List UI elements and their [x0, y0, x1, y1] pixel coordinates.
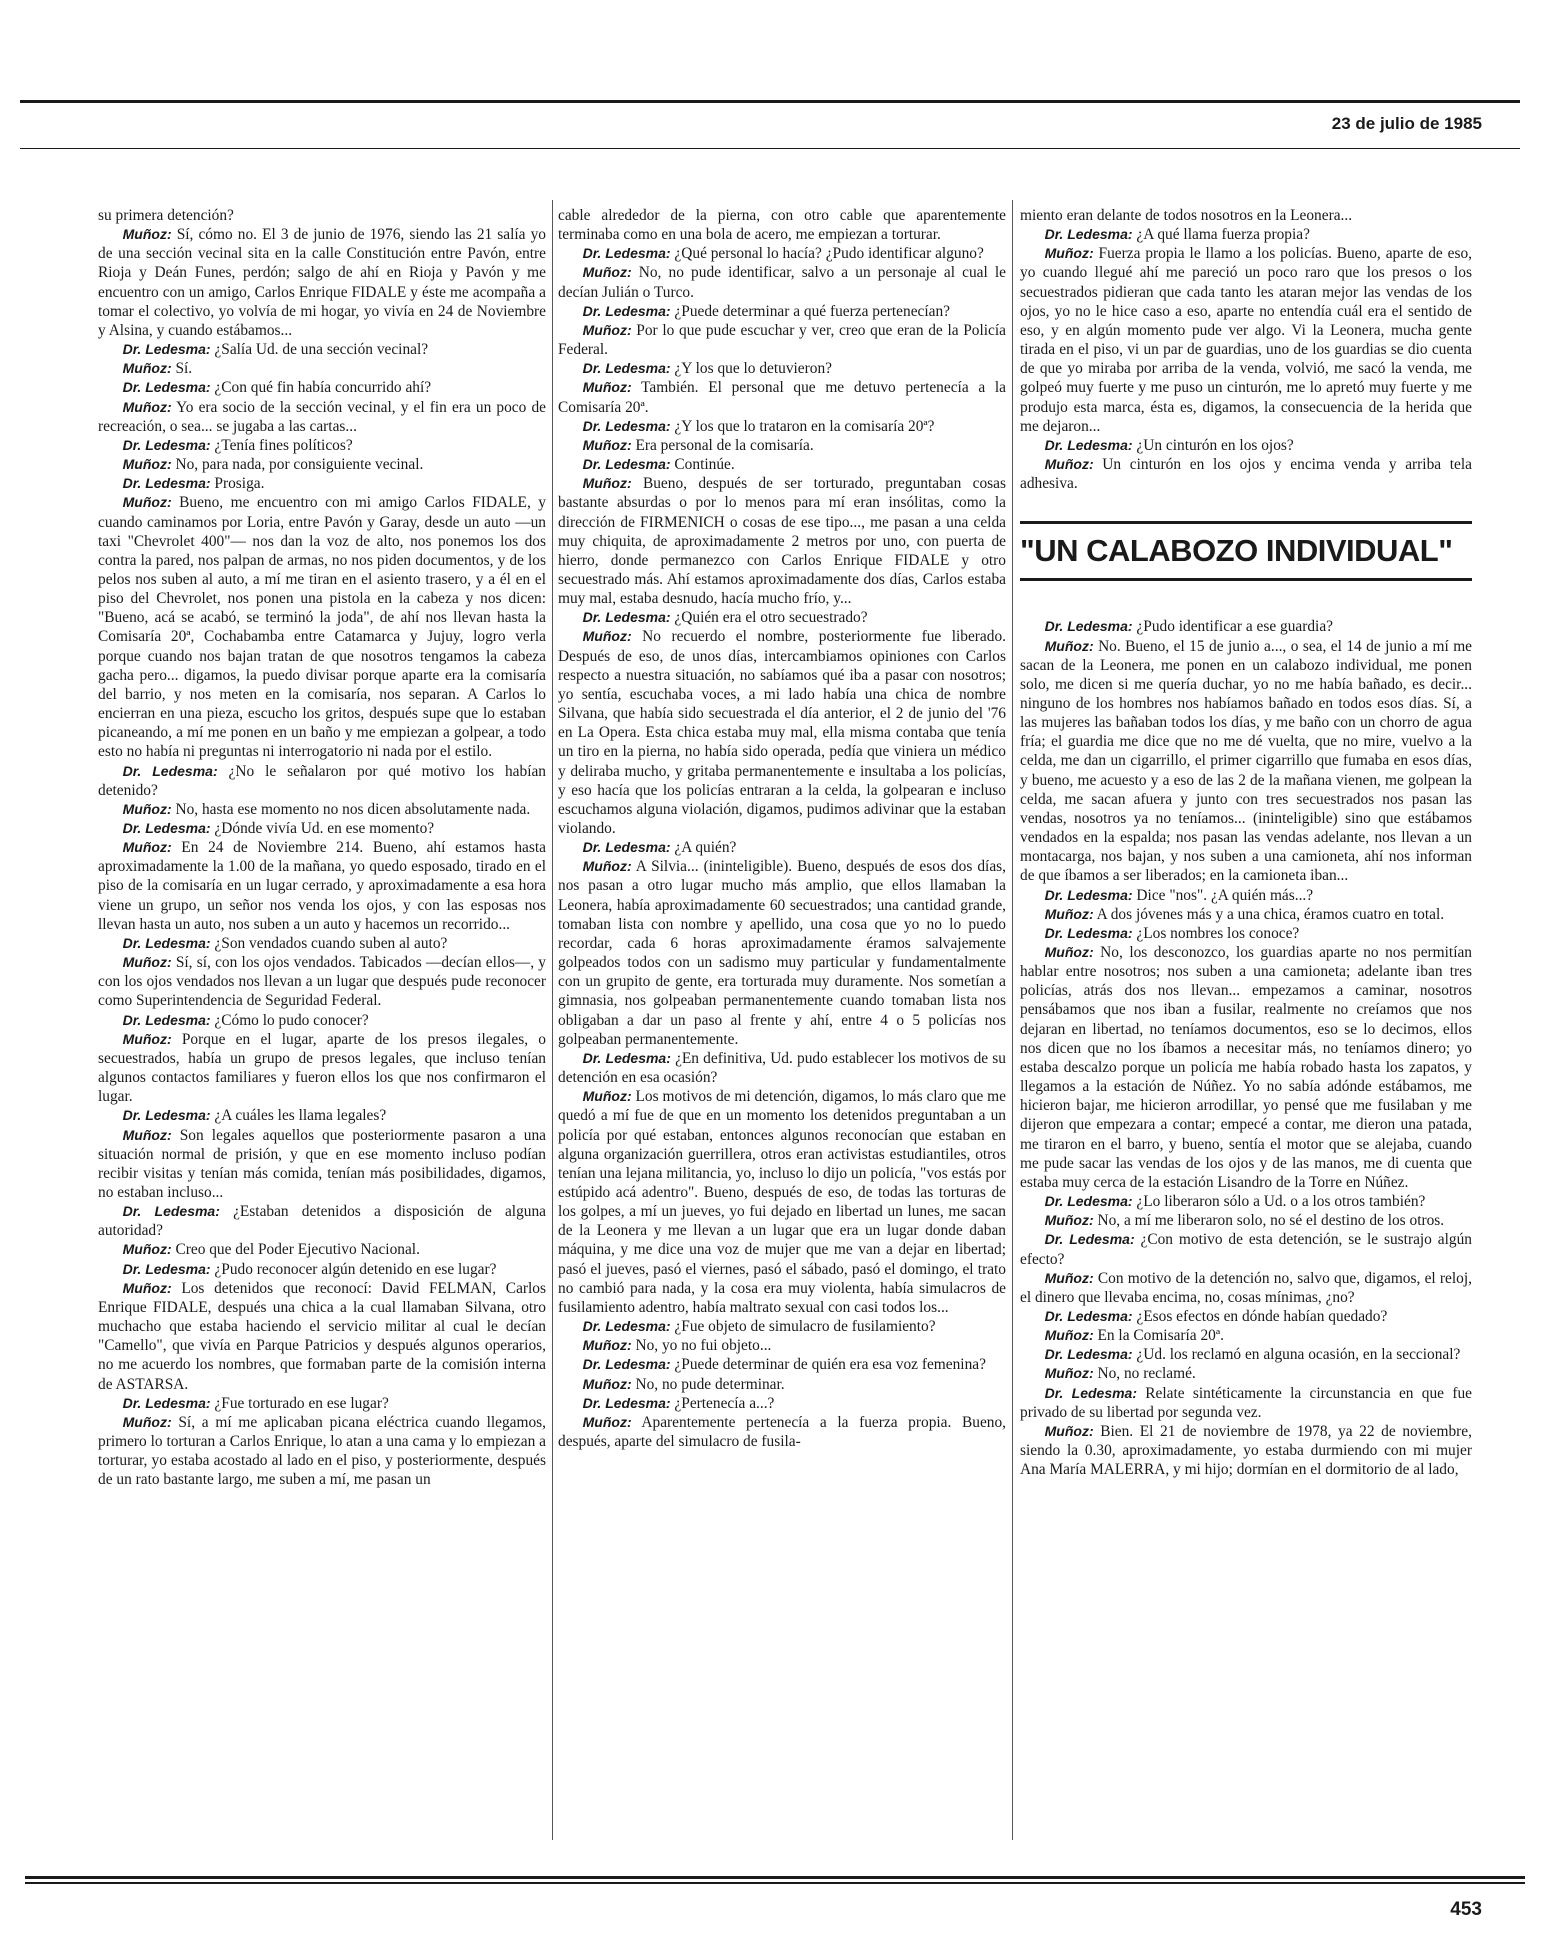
- dialogue-paragraph: [98, 474, 546, 493]
- dialogue-paragraph: [558, 1375, 1006, 1394]
- paragraph-text: También. El personal que me detuvo pertenecía a la Comisaría 20ª.: [558, 379, 1006, 416]
- section-heading-rule: [1020, 578, 1472, 581]
- speaker-label: Dr. Ledesma:: [122, 379, 211, 396]
- paragraph-text: No, los desconozco, los guardias aparte no nos permitían hablar entre nosotros; nos suben a una camioneta; adelante iban tres policías, atrás dos nos llevan... empezamos a caminar, nosotros pensábamos que nos iban a fusilar, realmente no creíamos que nos dejaran en libertad, no teníamos documentos, eso se lo decimos, ellos nos dicen que no los íbamos a necesitar más, no teníamos dinero; yo estaba descalzo porque un policía me había robado hasta los zapatos, y llegamos a la estación de Núñez. Yo no sabía adónde estábamos, me hicieron bajar, me hicieron arrodillar, yo pensé que me fusilaban y me dijeron que empezara a contar; empecé a contar, me dieron una patada, me tiraron en el barro, y bueno, sentía el motor que se alejaba, cuando me pude sacar las vendas de los ojos y de las manos, me di cuenta que estaba muy cerca de la estación Lisandro de la Torre en Núñez.: [1020, 944, 1472, 1191]
- speaker-label: Muñoz:: [1044, 1327, 1094, 1344]
- dialogue-paragraph: [1020, 886, 1472, 905]
- speaker-label: Muñoz:: [122, 1279, 172, 1296]
- dialogue-paragraph: [98, 455, 546, 474]
- paragraph-text: Por lo que pude escuchar y ver, creo que eran de la Policía Federal.: [558, 321, 1006, 359]
- speaker-label: Muñoz:: [122, 494, 172, 511]
- speaker-label: Muñoz:: [1044, 905, 1094, 922]
- paragraph-text: Prosiga.: [214, 475, 265, 493]
- speaker-label: Muñoz:: [1044, 456, 1094, 473]
- paragraph-text: Con motivo de la detención no, salvo que, digamos, el reloj, el dinero que llevaba encima, no, cosas mínimas, ¿no?: [1020, 1269, 1472, 1306]
- paragraph-text: No, no reclamé.: [1097, 1365, 1196, 1383]
- paragraph-text: ¿Y los que lo detuvieron?: [674, 360, 832, 378]
- dialogue-paragraph: [98, 819, 546, 838]
- paragraph-text: ¿Pudo identificar a ese guardia?: [1136, 618, 1333, 636]
- speaker-label: Dr. Ledesma:: [122, 341, 211, 358]
- paragraph-text: Los motivos de mi detención, digamos, lo más claro que me quedó a mí fue de que en un momento los detenidos preguntaban a un policía por qué estaban, entonces algunos reconocían que estaban en alguna organización guerrillera, otros eran activistas estudiantiles, otros tenían una lejana militancia, yo, incluso lo dijo un policía, "vos estás por estúpido acá adentro". Bueno, después de eso, de todas las torturas de los golpes, a mí un jueves, yo fui dejado en libertad un lunes, me sacan de la Leonera y me llevan a un lugar que era un lugar donde daban máquina, y me dice una voz de mujer que me van a dejar en libertad; pasó el jueves, pasó el viernes, pasó el sábado, pasó el domingo, el trato no cambió para nada, y la cosa era muy violenta, había simulacros de fusilamiento adentro, había maltrato sexual con casi todos los...: [558, 1088, 1006, 1316]
- dialogue-paragraph: [558, 417, 1006, 436]
- page-number: 453: [1450, 1899, 1482, 1920]
- dialogue-paragraph: [1020, 225, 1472, 244]
- column-2: [558, 206, 1006, 1846]
- dialogue-paragraph: [558, 1394, 1006, 1413]
- speaker-label: Muñoz:: [582, 628, 632, 645]
- dialogue-paragraph: [98, 838, 546, 934]
- paragraph-text: No, yo no fui objeto...: [635, 1337, 772, 1355]
- speaker-label: Muñoz:: [122, 456, 172, 473]
- speaker-label: Dr. Ledesma:: [122, 475, 211, 492]
- speaker-label: Dr. Ledesma:: [1044, 886, 1133, 903]
- speaker-label: Muñoz:: [582, 1375, 632, 1392]
- dialogue-paragraph: [1020, 1230, 1472, 1268]
- dialogue-paragraph: [1020, 1364, 1472, 1383]
- dialogue-paragraph: [98, 1240, 546, 1259]
- dialogue-paragraph: [98, 1011, 546, 1030]
- dialogue-paragraph: [1020, 617, 1472, 636]
- paragraph-text: ¿Quién era el otro secuestrado?: [674, 609, 868, 627]
- dialogue-paragraph: [558, 436, 1006, 455]
- paragraph-text: Era personal de la comisaría.: [635, 436, 814, 454]
- speaker-label: Dr. Ledesma:: [122, 1107, 211, 1124]
- header-rule: [20, 100, 1520, 103]
- paragraph-text: Sí, sí, con los ojos vendados. Tabicados —decían ellos—, y con los ojos vendados nos llevan a un lugar que después pude reconocer como Superintendencia de Seguridad Federal.: [98, 954, 546, 1010]
- speaker-label: Muñoz:: [122, 1241, 172, 1258]
- speaker-label: Muñoz:: [122, 398, 172, 415]
- dialogue-paragraph: [558, 474, 1006, 608]
- speaker-label: Muñoz:: [1044, 1212, 1094, 1229]
- issue-date: 23 de julio de 1985: [1331, 114, 1482, 133]
- paragraph-text: No, no pude determinar.: [635, 1375, 785, 1393]
- dialogue-paragraph: [98, 1030, 546, 1107]
- paragraph-text: Bueno, después de ser torturado, preguntaban cosas bastante absurdas o por lo menos para mí eran insólitas, como la dirección de FIRMENICH o cosas de ese tipo..., me pasan a una celda muy chiquita, de aproximadamente 2 metros por uno, con puerta de hierro, donde permanezco con Carlos Enrique FIDALE y otro secuestrado más. Ahí estamos aproximadamente dos días, Carlos estaba muy mal, estaba desnudo, hacía mucho frío, y...: [558, 475, 1006, 608]
- footer-rule: [25, 1876, 1525, 1879]
- dialogue-paragraph: [558, 627, 1006, 838]
- speaker-label: Muñoz:: [582, 379, 632, 396]
- paragraph-text: ¿Con qué fin había concurrido ahí?: [214, 379, 432, 397]
- speaker-label: Dr. Ledesma:: [122, 1011, 211, 1028]
- speaker-label: Dr. Ledesma:: [582, 1318, 671, 1335]
- paragraph-text: Son legales aquellos que posteriormente pasaron a una situación normal de prisión, y que en ese momento incluso podían recibir visitas y tenían más comida, tenían más posibilidades, digamos, no estaban incluso...: [98, 1126, 546, 1201]
- paragraph-text: En la Comisaría 20ª.: [1097, 1327, 1224, 1345]
- dialogue-paragraph: [98, 1106, 546, 1125]
- paragraph-text: ¿Estaban detenidos a disposición de alguna autoridad?: [98, 1203, 546, 1240]
- paragraph-text: ¿Pertenecía a...?: [674, 1394, 775, 1412]
- speaker-label: Dr. Ledesma:: [582, 245, 671, 262]
- paragraph-text: cable alrededor de la pierna, con otro cable que aparentemente terminaba como en una bola de acero, me empiezan a torturar.: [558, 207, 1006, 244]
- footer-rule: [25, 1882, 1525, 1884]
- paragraph-text: No recuerdo el nombre, posteriormente fue liberado. Después de eso, de unos días, intercambiamos opiniones con Carlos respecto a nuestra situación, no sabíamos qué iba a pasar con nosotros; yo sentía, escuchaba voces, a mi lado había una chica de nombre Silvana, que había sido secuestrada el día anterior, el 2 de junio del '76 en La Opera. Esta chica estaba muy mal, ella misma contaba que tenía un tiro en la pierna, no había sido operada, pedía que viniera un médico y deliraba mucho, y gritaba permanentemente e insultaba a los policías, y eso hacía que los policías entraran a la celda, la golpearan e incluso escuchamos alguna violación, digamos, pudimos adivinar que la estaban violando.: [558, 628, 1006, 837]
- speaker-label: Muñoz:: [122, 800, 172, 817]
- paragraph-text: ¿Los nombres los conoce?: [1136, 924, 1300, 942]
- paragraph-text: A dos jóvenes más y a una chica, éramos cuatro en total.: [1096, 905, 1445, 923]
- paragraph-text: ¿Salía Ud. de una sección vecinal?: [214, 341, 429, 359]
- dialogue-paragraph: [98, 1394, 546, 1413]
- paragraph-text: ¿No le señalaron por qué motivo los habían detenido?: [98, 762, 546, 799]
- paragraph-text: ¿Un cinturón en los ojos?: [1136, 436, 1294, 454]
- column-divider: [552, 200, 553, 1840]
- speaker-label: Dr. Ledesma:: [582, 1049, 671, 1066]
- speaker-label: Muñoz:: [582, 321, 632, 338]
- dialogue-paragraph: [558, 857, 1006, 1049]
- paragraph-text: ¿A cuáles les llama legales?: [214, 1107, 387, 1125]
- dialogue-paragraph: [98, 1279, 546, 1394]
- speaker-label: Muñoz:: [122, 1413, 172, 1430]
- speaker-label: Dr. Ledesma:: [1044, 1346, 1133, 1363]
- dialogue-paragraph: [1020, 455, 1472, 493]
- paragraph-text: ¿Y los que lo trataron en la comisaría 20ª?: [674, 417, 935, 435]
- dialogue-paragraph: [558, 1413, 1006, 1451]
- dialogue-paragraph: [1020, 637, 1472, 886]
- dialogue-paragraph: [98, 340, 546, 359]
- speaker-label: Muñoz:: [582, 436, 632, 453]
- paragraph-text: Bien. El 21 de noviembre de 1978, ya 22 de noviembre, siendo la 0.30, aproximadamente, yo estaba durmiendo con mi mujer Ana María MALERRA, y mi hijo; dormían en el dormitorio de al lado,: [1020, 1422, 1472, 1479]
- paragraph-text: ¿Pudo reconocer algún detenido en ese lugar?: [214, 1260, 497, 1278]
- dialogue-paragraph: [98, 934, 546, 953]
- speaker-label: Dr. Ledesma:: [582, 417, 671, 434]
- speaker-label: Dr. Ledesma:: [1044, 1307, 1133, 1324]
- paragraph-text: No, no pude identificar, salvo a un personaje al cual le decían Julián o Turco.: [558, 264, 1006, 301]
- speaker-label: Dr. Ledesma:: [122, 1260, 211, 1277]
- dialogue-paragraph: [1020, 1422, 1472, 1479]
- paragraph-text: Relate sintéticamente la circunstancia en que fue privado de su libertad por segunda vez.: [1020, 1384, 1472, 1421]
- speaker-label: Dr. Ledesma:: [1044, 436, 1133, 453]
- dialogue-paragraph: [558, 1317, 1006, 1336]
- speaker-label: Muñoz:: [1044, 245, 1094, 262]
- paragraph-text: No, hasta ese momento no nos dicen absolutamente nada.: [175, 800, 531, 818]
- dialogue-paragraph: [558, 608, 1006, 627]
- speaker-label: Muñoz:: [582, 858, 632, 875]
- speaker-label: Muñoz:: [1044, 1269, 1094, 1286]
- paragraph-text: ¿A qué llama fuerza propia?: [1136, 226, 1310, 244]
- speaker-label: Dr. Ledesma:: [582, 1394, 671, 1411]
- paragraph-text: A Silvia... (ininteligible). Bueno, después de esos dos días, nos pasan a otro lugar mucho más amplio, que ellos llamaban la Leonera, había aproximadamente 60 secuestrados; una cantidad grande, tomaban lista con nombre y apellido, una cosa que yo no lo puedo recordar, cada 6 horas aproximadamente éramos salvajemente golpeados todos con un sadismo muy particular y fundamentalmente con un grupito de gente, era torturada muy duramente. Nos sometían a gimnasia, nos golpeaban permanentemente cuando tomaban lista nos obligaban a dar un paso al frente y ahí, entre 4 o 5 policías nos golpeaban permanentemente.: [558, 858, 1006, 1048]
- paragraph-text: Sí.: [175, 360, 193, 378]
- paragraph-text: ¿Son vendados cuando suben al auto?: [214, 934, 448, 952]
- paragraph-text: ¿Esos efectos en dónde habían quedado?: [1136, 1307, 1388, 1325]
- dialogue-paragraph: [98, 359, 546, 378]
- speaker-label: Dr. Ledesma:: [1044, 1231, 1135, 1248]
- dialogue-paragraph: [558, 455, 1006, 474]
- paragraph-text: ¿Tenía fines políticos?: [214, 436, 353, 454]
- speaker-label: Muñoz:: [122, 839, 172, 856]
- dialogue-paragraph: [558, 1087, 1006, 1317]
- dialogue-paragraph: [98, 225, 546, 340]
- speaker-label: Dr. Ledesma:: [582, 1356, 671, 1373]
- speaker-label: Muñoz:: [122, 360, 172, 377]
- speaker-label: Dr. Ledesma:: [122, 1394, 211, 1411]
- dialogue-paragraph: [1020, 1192, 1472, 1211]
- speaker-label: Muñoz:: [582, 264, 632, 281]
- speaker-label: Muñoz:: [122, 1030, 172, 1047]
- dialogue-paragraph: [98, 1202, 546, 1240]
- dialogue-paragraph: [1020, 244, 1472, 436]
- paragraph-text: Fuerza propia le llamo a los policías. Bueno, aparte de eso, yo cuando llegué ahí me pareció un poco raro que los presos o los secuestrados pidieran que cada tanto les ataran mejor las vendas de los ojos, yo no le hice caso a eso, aparte no entendía cuál era el sentido de eso, y en algún momento pude ver algo. Vi la Leonera, mucha gente tirada en el piso, vi un par de guardias, uno de los guardias se dio cuenta de que yo miraba por arriba de la venda, volvió, me sacó la venda, me golpeó muy fuerte y me puso un cinturón, me lo apretó muy fuerte y me produjo esta marca, ésta es, digamos, la consecuencia de la herida que me dejaron...: [1020, 245, 1472, 435]
- dialogue-paragraph: [558, 838, 1006, 857]
- paragraph-text: Sí, cómo no. El 3 de junio de 1976, siendo las 21 salía yo de una sección vecinal sita en la calle Constitución entre Pavón, entre Rioja y Deán Funes, perdón; salgo de ahí en Rioja y Pavón y me encuentro con un amigo, Carlos Enrique FIDALE y éste me acompaña a tomar el colectivo, yo volvía de mi hogar, yo vivía en 24 de Noviembre y Alsina, y cuando estábamos...: [98, 226, 546, 339]
- dialogue-paragraph: [558, 1336, 1006, 1355]
- paragraph-text: Dice "nos". ¿A quién más...?: [1136, 886, 1314, 904]
- dialogue-paragraph: [558, 1355, 1006, 1374]
- paragraph-text: Continúe.: [674, 456, 735, 474]
- paragraph-text: ¿Cómo lo pudo conocer?: [214, 1011, 369, 1029]
- speaker-label: Muñoz:: [582, 1337, 632, 1354]
- paragraph-text: No, para nada, por consiguiente vecinal.: [175, 456, 424, 474]
- paragraph-text: ¿A quién?: [674, 839, 737, 857]
- speaker-label: Dr. Ledesma:: [122, 436, 211, 453]
- dialogue-paragraph: [558, 302, 1006, 321]
- speaker-label: Dr. Ledesma:: [1044, 226, 1133, 243]
- paragraph-text: No, a mí me liberaron solo, no sé el destino de los otros.: [1097, 1212, 1445, 1230]
- dialogue-paragraph: [98, 800, 546, 819]
- speaker-label: Muñoz:: [1044, 944, 1094, 960]
- paragraph-text: Yo era socio de la sección vecinal, y el fin era un poco de recreación, o sea... se jugaba a las cartas...: [98, 398, 546, 435]
- speaker-label: Dr. Ledesma:: [582, 302, 671, 319]
- paragraph-text: ¿Ud. los reclamó en alguna ocasión, en la seccional?: [1136, 1346, 1461, 1364]
- paragraph-text: su primera detención?: [98, 207, 234, 224]
- dialogue-paragraph: [98, 1413, 546, 1490]
- dialogue-paragraph: [98, 762, 546, 800]
- dialogue-paragraph: [1020, 1269, 1472, 1307]
- speaker-label: Muñoz:: [122, 1126, 172, 1143]
- speaker-label: Muñoz:: [122, 954, 172, 971]
- paragraph-text: Bueno, me encuentro con mi amigo Carlos FIDALE, y cuando caminamos por Loria, entre Pavón y Garay, desde un auto —un taxi "Chevrolet 400"— nos dan la voz de alto, nos ponemos los dos contra la pared, nos palpan de armas, no nos piden documentos, y de los pelos nos suben al auto, a mí me tiran en el asiento trasero, y a él en el piso del Chevrolet, nos ponen una pistola en la cabeza y nos dicen: "Bueno, acá se acabó, se terminó la joda", de ahí nos llevan hasta la Comisaría 20ª, Cochabamba entre Catamarca y Jujuy, logro verla porque cuando nos bajan tratan de que nosotros tengamos la cabeza gacha pero... digamos, la puedo divisar porque aparte era la comisaría del barrio, y nos meten en la comisaría, nos separan. A Carlos lo encierran en una pieza, escucho los gritos, después supe que lo estaban picaneando, a mí me ponen en un baño y me empiezan a golpear, a todo esto no había ni preguntas ni interrogatorio ni nada por el estilo.: [98, 494, 546, 761]
- dialogue-paragraph: [1020, 1384, 1472, 1422]
- dialogue-paragraph: [1020, 1326, 1472, 1345]
- speaker-label: Muñoz:: [1044, 1422, 1094, 1439]
- dialogue-paragraph: [1020, 1211, 1472, 1230]
- paragraph-text: ¿Puede determinar a qué fuerza pertenecían?: [674, 302, 951, 320]
- speaker-label: Dr. Ledesma:: [122, 762, 218, 779]
- section-heading: "UN CALABOZO INDIVIDUAL": [1020, 533, 1453, 569]
- section-heading-rule: [1020, 521, 1472, 524]
- paragraph-text: ¿Fue torturado en ese lugar?: [214, 1394, 389, 1412]
- paragraph-text: ¿Qué personal lo hacía? ¿Pudo identificar alguno?: [674, 245, 984, 263]
- speaker-label: Muñoz:: [1044, 1365, 1094, 1382]
- speaker-label: Dr. Ledesma:: [1044, 618, 1133, 635]
- speaker-label: Dr. Ledesma:: [1044, 1193, 1133, 1210]
- dialogue-paragraph: [558, 263, 1006, 301]
- speaker-label: Dr. Ledesma:: [1044, 924, 1133, 941]
- dialogue-paragraph: [98, 1260, 546, 1279]
- speaker-label: Muñoz:: [582, 1088, 632, 1105]
- dialogue-paragraph: [558, 206, 1006, 244]
- paragraph-text: No. Bueno, el 15 de junio a..., o sea, el 14 de junio a mí me sacan de la Leonera, me ponen en un calabozo individual, me ponen solo, me dicen si me quería duchar, yo no me había bañado, es decir... ninguno de los hombres nos habíamos bañado en todos esos días. Sí, a las mujeres las bañaban todos los días, y me baño con un chorro de agua fría; el guardia me dice que no me dé vuelta, que no mire, vuelvo a la celda, me dan un cigarrillo, el primer cigarrillo que fumaba en esos días, y bueno, me acuesto y a eso de las 2 de la mañana vienen, me golpean la celda, me sacan afuera y junto con tres secuestrados nos pasan las vendas, nosotros ya no teníamos... (ininteligible) sino que estábamos vendados en la espalda; nos pasan las vendas adelante, nos llevan a un montacarga, nos bajan, y nos suben a una camioneta, ahí nos informan de que íbamos a ser liberados; en la camioneta iban...: [1020, 637, 1472, 885]
- speaker-label: Dr. Ledesma:: [582, 839, 671, 856]
- paragraph-text: ¿Fue objeto de simulacro de fusilamiento?: [674, 1318, 936, 1336]
- speaker-label: Muñoz:: [122, 226, 172, 243]
- column-1: [98, 206, 546, 1846]
- paragraph-text: ¿Puede determinar de quién era esa voz femenina?: [674, 1356, 986, 1374]
- paragraph-text: Un cinturón en los ojos y encima venda y arriba tela adhesiva.: [1020, 456, 1472, 493]
- dialogue-paragraph: [1020, 436, 1472, 455]
- dialogue-paragraph: [1020, 1345, 1472, 1364]
- speaker-label: Dr. Ledesma:: [122, 934, 211, 951]
- dialogue-paragraph: [98, 953, 546, 1010]
- speaker-label: Dr. Ledesma:: [122, 1203, 220, 1220]
- dialogue-paragraph: [558, 359, 1006, 378]
- dialogue-paragraph: [558, 1049, 1006, 1087]
- dialogue-paragraph: [1020, 924, 1472, 943]
- dialogue-paragraph: [558, 244, 1006, 263]
- column-3: [1020, 206, 1472, 1846]
- dialogue-paragraph: [1020, 1307, 1472, 1326]
- paragraph-text: ¿Dónde vivía Ud. en ese momento?: [214, 820, 435, 837]
- speaker-label: Muñoz:: [582, 1413, 632, 1430]
- dialogue-paragraph: [1020, 905, 1472, 924]
- dialogue-paragraph: [558, 378, 1006, 416]
- header-subrule: [20, 148, 1520, 149]
- speaker-label: Dr. Ledesma:: [122, 820, 211, 836]
- speaker-label: Dr. Ledesma:: [582, 360, 671, 377]
- speaker-label: Muñoz:: [582, 475, 632, 492]
- dialogue-paragraph: [98, 1126, 546, 1203]
- paragraph-text: ¿Lo liberaron sólo a Ud. o a los otros también?: [1136, 1193, 1426, 1211]
- dialogue-paragraph: [98, 206, 546, 225]
- paragraph-text: ¿En definitiva, Ud. pudo establecer los motivos de su detención en esa ocasión?: [558, 1049, 1006, 1087]
- paragraph-text: miento eran delante de todos nosotros en la Leonera...: [1020, 207, 1353, 224]
- dialogue-paragraph: [1020, 943, 1472, 1192]
- paragraph-text: Porque en el lugar, aparte de los presos ilegales, o secuestrados, había un grupo de presos legales, que incluso tenían algunos contactos familiares y fueron ellos los que nos confirmaron el lugar.: [98, 1030, 546, 1106]
- paragraph-text: Sí, a mí me aplicaban picana eléctrica cuando llegamos, primero lo torturan a Carlos Enrique, lo atan a una cama y lo empiezan a torturar, yo estaba acostado al lado en el piso, y posteriormente, después de un rato bastante largo, me suben a mí, me pasan un: [98, 1413, 546, 1489]
- dialogue-paragraph: [98, 378, 546, 397]
- speaker-label: Dr. Ledesma:: [582, 456, 671, 473]
- paragraph-text: ¿Con motivo de esta detención, se le sustrajo algún efecto?: [1020, 1231, 1472, 1268]
- dialogue-paragraph: [98, 398, 546, 436]
- paragraph-text: Aparentemente pertenecía a la fuerza propia. Bueno, después, aparte del simulacro de fusila-: [558, 1413, 1006, 1450]
- dialogue-paragraph: [558, 321, 1006, 359]
- paragraph-text: Creo que del Poder Ejecutivo Nacional.: [175, 1241, 420, 1259]
- dialogue-paragraph: [98, 493, 546, 761]
- paragraph-text: Los detenidos que reconocí: David FELMAN, Carlos Enrique FIDALE, después una chica a la cual llamaban Silvana, otro muchacho que estaba haciendo el servicio militar al cual le decían "Camello", que vivía en Parque Patricios y después algunos operarios, no me acuerdo los nombres, que formaban parte de la comisión interna de ASTARSA.: [98, 1279, 546, 1393]
- speaker-label: Dr. Ledesma:: [1044, 1384, 1137, 1401]
- dialogue-paragraph: [98, 436, 546, 455]
- speaker-label: Dr. Ledesma:: [582, 609, 671, 626]
- speaker-label: Muñoz:: [1044, 637, 1094, 654]
- column-divider: [1012, 200, 1013, 1840]
- paragraph-text: En 24 de Noviembre 214. Bueno, ahí estamos hasta aproximadamente la 1.00 de la mañana, yo quedo esposado, tirado en el piso de la comisaría en un lugar cerrado, y aproximadamente a esa hora viene un grupo, un señor nos venda los ojos, y con las esposas nos llevan hasta un auto, nos suben a un auto y hacemos un recorrido...: [98, 839, 546, 933]
- dialogue-paragraph: [1020, 206, 1472, 225]
